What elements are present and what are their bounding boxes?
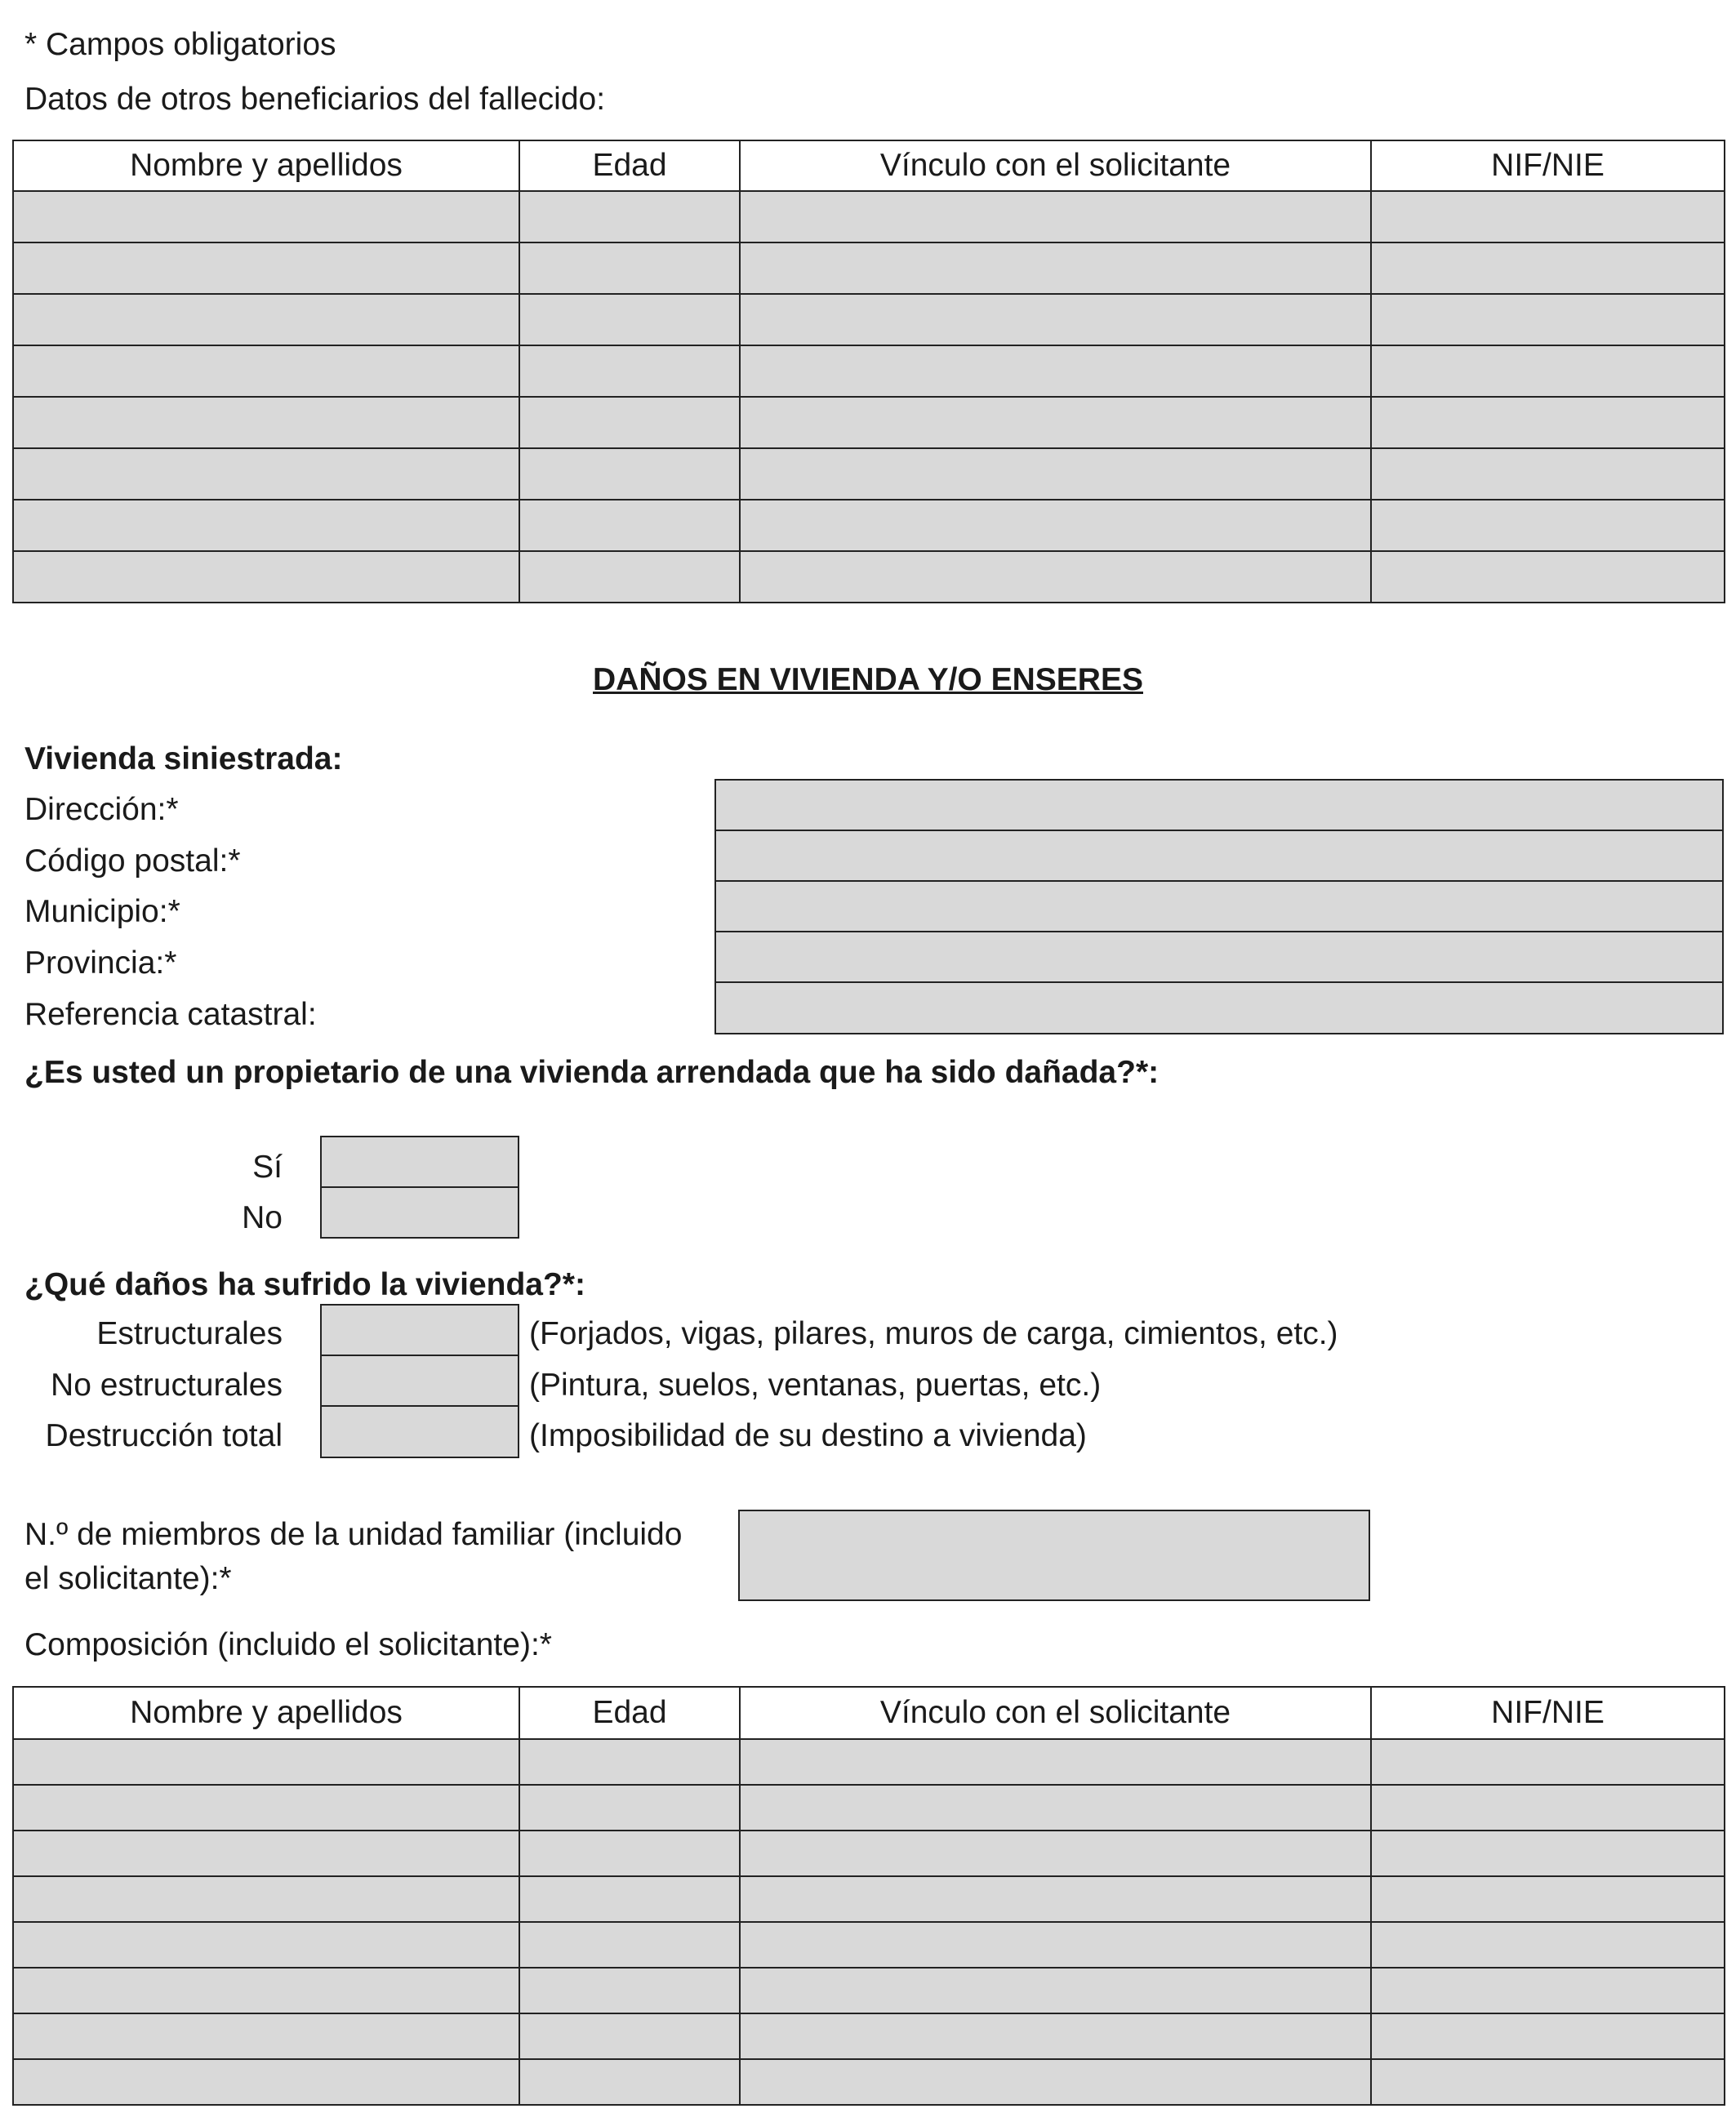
members-count-field[interactable] xyxy=(738,1510,1370,1601)
age-cell[interactable] xyxy=(519,2059,740,2105)
name-cell[interactable] xyxy=(13,191,519,242)
name-cell[interactable] xyxy=(13,2059,519,2105)
id-cell[interactable] xyxy=(1371,242,1725,294)
table-row xyxy=(13,2059,1725,2105)
relationship-cell[interactable] xyxy=(740,551,1371,603)
structural-box[interactable] xyxy=(320,1304,519,1356)
yes-option-label: Sí xyxy=(252,1150,283,1185)
relationship-cell[interactable] xyxy=(740,500,1371,551)
age-cell[interactable] xyxy=(519,242,740,294)
members-label-line2: el solicitante):* xyxy=(24,1561,232,1596)
age-cell[interactable] xyxy=(519,397,740,448)
age-cell[interactable] xyxy=(519,500,740,551)
beneficiaries-table xyxy=(12,140,1725,603)
column-header-name: Nombre y apellidos xyxy=(13,1687,519,1739)
age-cell[interactable] xyxy=(519,1785,740,1831)
id-cell[interactable] xyxy=(1371,1922,1725,1968)
address-field[interactable] xyxy=(714,779,1724,831)
table-row xyxy=(13,1876,1725,1922)
no-option-label: No xyxy=(242,1200,283,1235)
cadastral-reference-field[interactable] xyxy=(714,981,1724,1034)
age-cell[interactable] xyxy=(519,345,740,397)
no-option-box[interactable] xyxy=(320,1186,519,1239)
province-field[interactable] xyxy=(714,931,1724,983)
yes-option-box[interactable] xyxy=(320,1136,519,1188)
id-cell[interactable] xyxy=(1371,500,1725,551)
dwelling-heading: Vivienda siniestrada: xyxy=(24,741,343,776)
column-header-name: Nombre y apellidos xyxy=(13,140,519,191)
table-row xyxy=(13,242,1725,294)
age-cell[interactable] xyxy=(519,191,740,242)
relationship-cell[interactable] xyxy=(740,294,1371,345)
column-header-id: NIF/NIE xyxy=(1371,140,1725,191)
age-cell[interactable] xyxy=(519,551,740,603)
relationship-cell[interactable] xyxy=(740,1739,1371,1785)
province-label: Provincia:* xyxy=(24,945,177,981)
name-cell[interactable] xyxy=(13,1968,519,2013)
age-cell[interactable] xyxy=(519,448,740,500)
name-cell[interactable] xyxy=(13,1922,519,1968)
age-cell[interactable] xyxy=(519,2013,740,2059)
age-cell[interactable] xyxy=(519,1739,740,1785)
column-header-age: Edad xyxy=(519,140,740,191)
relationship-cell[interactable] xyxy=(740,2013,1371,2059)
name-cell[interactable] xyxy=(13,2013,519,2059)
table-row xyxy=(13,1739,1725,1785)
table-row xyxy=(13,448,1725,500)
total-destruction-label: Destrucción total xyxy=(45,1418,283,1453)
table-row xyxy=(13,397,1725,448)
damage-question: ¿Qué daños ha sufrido la vivienda?*: xyxy=(24,1267,585,1302)
table-row xyxy=(13,294,1725,345)
id-cell[interactable] xyxy=(1371,551,1725,603)
relationship-cell[interactable] xyxy=(740,345,1371,397)
table-row xyxy=(13,1968,1725,2013)
relationship-cell[interactable] xyxy=(740,1785,1371,1831)
relationship-cell[interactable] xyxy=(740,2059,1371,2105)
structural-label: Estructurales xyxy=(96,1316,283,1351)
id-cell[interactable] xyxy=(1371,345,1725,397)
non-structural-box[interactable] xyxy=(320,1355,519,1407)
beneficiaries-caption: Datos de otros beneficiarios del fallecido: xyxy=(24,82,606,117)
id-cell[interactable] xyxy=(1371,1831,1725,1876)
table-row xyxy=(13,1831,1725,1876)
column-header-relationship: Vínculo con el solicitante xyxy=(740,140,1371,191)
relationship-cell[interactable] xyxy=(740,1876,1371,1922)
non-structural-note: (Pintura, suelos, ventanas, puertas, etc.) xyxy=(529,1368,1102,1403)
id-cell[interactable] xyxy=(1371,2059,1725,2105)
table-row xyxy=(13,345,1725,397)
name-cell[interactable] xyxy=(13,294,519,345)
postal-code-label: Código postal:* xyxy=(24,843,241,879)
id-cell[interactable] xyxy=(1371,397,1725,448)
column-header-age: Edad xyxy=(519,1687,740,1739)
name-cell[interactable] xyxy=(13,242,519,294)
id-cell[interactable] xyxy=(1371,1739,1725,1785)
name-cell[interactable] xyxy=(13,345,519,397)
members-label-line1: N.º de miembros de la unidad familiar (incluido xyxy=(24,1517,683,1552)
name-cell[interactable] xyxy=(13,500,519,551)
name-cell[interactable] xyxy=(13,397,519,448)
age-cell[interactable] xyxy=(519,1968,740,2013)
id-cell[interactable] xyxy=(1371,1876,1725,1922)
municipality-label: Municipio:* xyxy=(24,894,180,929)
id-cell[interactable] xyxy=(1371,2013,1725,2059)
owner-question: ¿Es usted un propietario de una vivienda arrendada que ha sido dañada?*: xyxy=(24,1055,1160,1090)
id-cell[interactable] xyxy=(1371,1785,1725,1831)
name-cell[interactable] xyxy=(13,551,519,603)
address-label: Dirección:* xyxy=(24,792,179,827)
id-cell[interactable] xyxy=(1371,191,1725,242)
name-cell[interactable] xyxy=(13,1876,519,1922)
composition-caption: Composición (incluido el solicitante):* xyxy=(24,1627,552,1662)
name-cell[interactable] xyxy=(13,448,519,500)
id-cell[interactable] xyxy=(1371,448,1725,500)
postal-code-field[interactable] xyxy=(714,830,1724,882)
relationship-cell[interactable] xyxy=(740,1922,1371,1968)
relationship-cell[interactable] xyxy=(740,1968,1371,2013)
cadastral-reference-label: Referencia catastral: xyxy=(24,997,317,1032)
relationship-cell[interactable] xyxy=(740,242,1371,294)
age-cell[interactable] xyxy=(519,1922,740,1968)
name-cell[interactable] xyxy=(13,1785,519,1831)
relationship-cell[interactable] xyxy=(740,191,1371,242)
section-title: DAÑOS EN VIVIENDA Y/O ENSERES xyxy=(593,662,1143,697)
name-cell[interactable] xyxy=(13,1831,519,1876)
age-cell[interactable] xyxy=(519,294,740,345)
name-cell[interactable] xyxy=(13,1739,519,1785)
table-row xyxy=(13,2013,1725,2059)
table-row xyxy=(13,500,1725,551)
total-destruction-note: (Imposibilidad de su destino a vivienda) xyxy=(529,1418,1087,1453)
column-header-id: NIF/NIE xyxy=(1371,1687,1725,1739)
table-row xyxy=(13,1922,1725,1968)
id-cell[interactable] xyxy=(1371,294,1725,345)
structural-note: (Forjados, vigas, pilares, muros de carga, cimientos, etc.) xyxy=(529,1316,1338,1351)
table-row xyxy=(13,551,1725,603)
id-cell[interactable] xyxy=(1371,1968,1725,2013)
composition-table xyxy=(12,1686,1725,2106)
relationship-cell[interactable] xyxy=(740,1831,1371,1876)
municipality-field[interactable] xyxy=(714,880,1724,932)
non-structural-label: No estructurales xyxy=(51,1368,283,1403)
total-destruction-box[interactable] xyxy=(320,1405,519,1458)
relationship-cell[interactable] xyxy=(740,448,1371,500)
column-header-relationship: Vínculo con el solicitante xyxy=(740,1687,1371,1739)
age-cell[interactable] xyxy=(519,1831,740,1876)
table-row xyxy=(13,1785,1725,1831)
required-fields-note: * Campos obligatorios xyxy=(24,27,336,62)
table-row xyxy=(13,191,1725,242)
age-cell[interactable] xyxy=(519,1876,740,1922)
relationship-cell[interactable] xyxy=(740,397,1371,448)
